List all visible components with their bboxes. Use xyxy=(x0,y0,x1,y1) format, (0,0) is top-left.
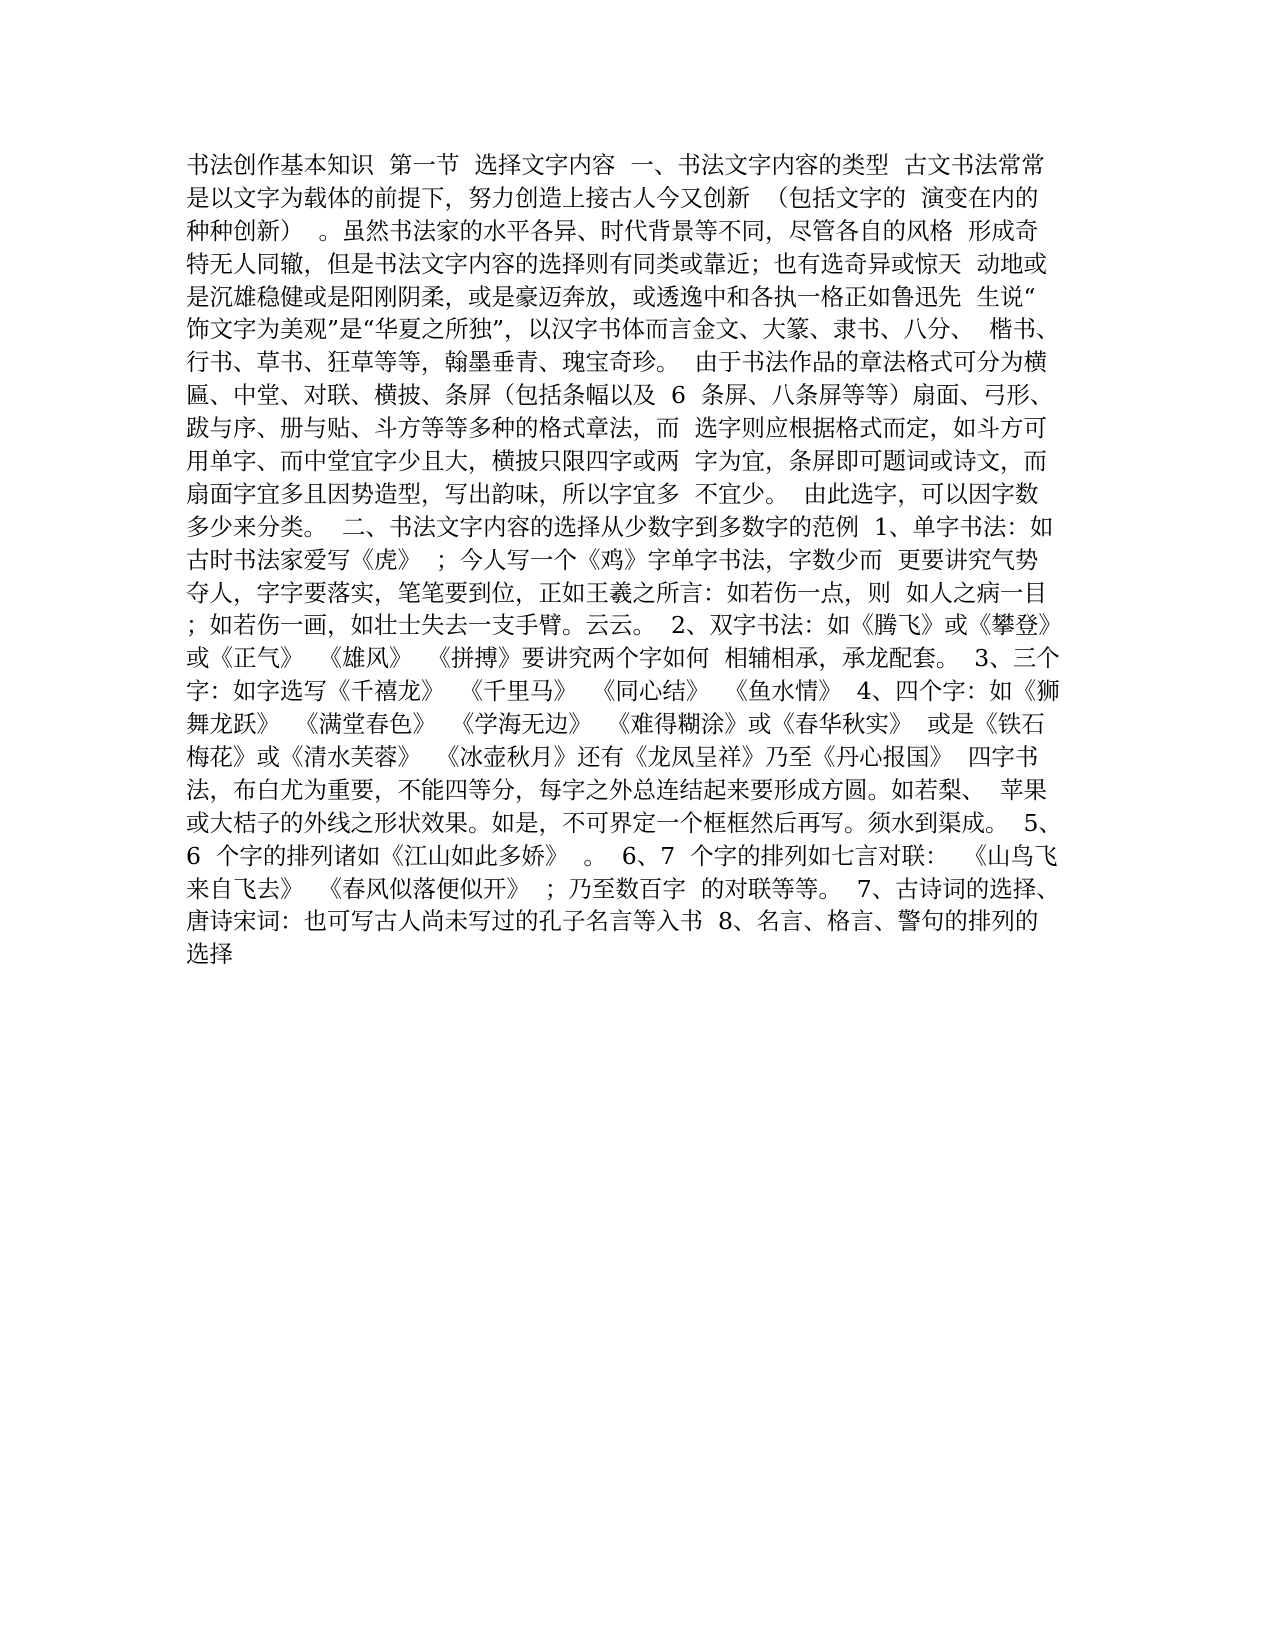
text-line-3: 种种创新） 。虽然书法家的水平各异、时代背景等不同，尽管各自的风格 形成奇 xyxy=(186,216,1039,245)
text-line-15: ；如若伤一画，如壮士失去一支手臂。云云。 2、双字书法：如《腾飞》或《攀登》 xyxy=(186,611,1062,640)
body-text xyxy=(186,149,1086,971)
text-line-20: 法，布白尤为重要，不能四等分，每字之外总连结起来要形成方圆。如若梨、 苹果 xyxy=(186,775,1047,804)
text-line-7: 行书、草书、狂草等等，翰墨垂青、瑰宝奇珍。 由于书法作品的章法格式可分为横 xyxy=(186,348,1047,377)
text-line-25: 选择 xyxy=(186,940,233,969)
text-line-17: 字：如字选写《千禧龙》 《千里马》 《同心结》 《鱼水情》 4、四个字：如《狮 xyxy=(186,677,1060,706)
text-line-18: 舞龙跃》 《满堂春色》 《学海无边》 《难得糊涂》或《春华秋实》 或是《铁石 xyxy=(186,710,1045,739)
text-line-23: 来自飞去》 《春风似落便似开》 ；乃至数百字 的对联等等。 7、古诗词的选择、 xyxy=(186,874,1060,903)
text-line-2: 是以文字为载体的前提下，努力创造上接古人今又创新 （包括文字的 演变在内的 xyxy=(186,183,1039,212)
text-line-16: 或《正气》 《雄风》 《拼搏》要讲究两个字如何 相辅相承，承龙配套。 3、三个 xyxy=(186,644,1060,673)
text-line-1: 书法创作基本知识 第一节 选择文字内容 一、书法文字内容的类型 古文书法常常 xyxy=(186,151,1045,179)
text-line-8: 匾、中堂、对联、横披、条屏（包括条幅以及 6 条屏、八条屏等等）扇面、弓形、 xyxy=(186,381,1054,410)
text-line-5: 是沉雄稳健或是阳刚阴柔，或是豪迈奔放，或透逸中和各执一格正如鲁迅先 生说“ xyxy=(186,282,1036,311)
text-line-11: 扇面字宜多且因势造型，写出韵味，所以字宜多 不宜少。 由此选字，可以因字数 xyxy=(186,479,1039,508)
text-line-21: 或大桔子的外线之形状效果。如是，不可界定一个框框然后再写。须水到渠成。 5、 xyxy=(186,808,1062,837)
text-line-14: 夺人，字字要落实，笔笔要到位，正如王羲之所言：如若伤一点，则 如人之病一目 xyxy=(186,578,1047,607)
text-line-10: 用单字、而中堂宜字少且大，横披只限四字或两 字为宜，条屏即可题词或诗文，而 xyxy=(186,447,1047,476)
text-line-9: 跋与序、册与贴、斗方等等多种的格式章法，而 选字则应根据格式而定，如斗方可 xyxy=(186,414,1047,443)
text-line-6: 饰文字为美观”是“华夏之所独”，以汉字书体而言金文、大篆、隶书、八分、 楷书、 xyxy=(186,315,1060,344)
text-line-12: 多少来分类。 二、书法文字内容的选择从少数字到多数字的范例 1、单字书法：如 xyxy=(186,512,1054,541)
text-line-19: 梅花》或《清水芙蓉》 《冰壶秋月》还有《龙凤呈祥》乃至《丹心报国》 四字书 xyxy=(186,743,1039,772)
text-line-24: 唐诗宋词：也可写古人尚未写过的孔子名言等入书 8、名言、格言、警句的排列的 xyxy=(186,907,1039,936)
text-line-4: 特无人同辙，但是书法文字内容的选择则有同类或靠近；也有选奇异或惊天 动地或 xyxy=(186,249,1047,278)
text-line-22: 6 个字的排列诸如《江山如此多娇》 。 6、7 个字的排列如七言对联： 《山鸟飞 xyxy=(186,841,1058,870)
text-line-13: 古时书法家爱写《虎》 ；今人写一个《鸡》字单字书法，字数少而 更要讲究气势 xyxy=(186,545,1039,574)
